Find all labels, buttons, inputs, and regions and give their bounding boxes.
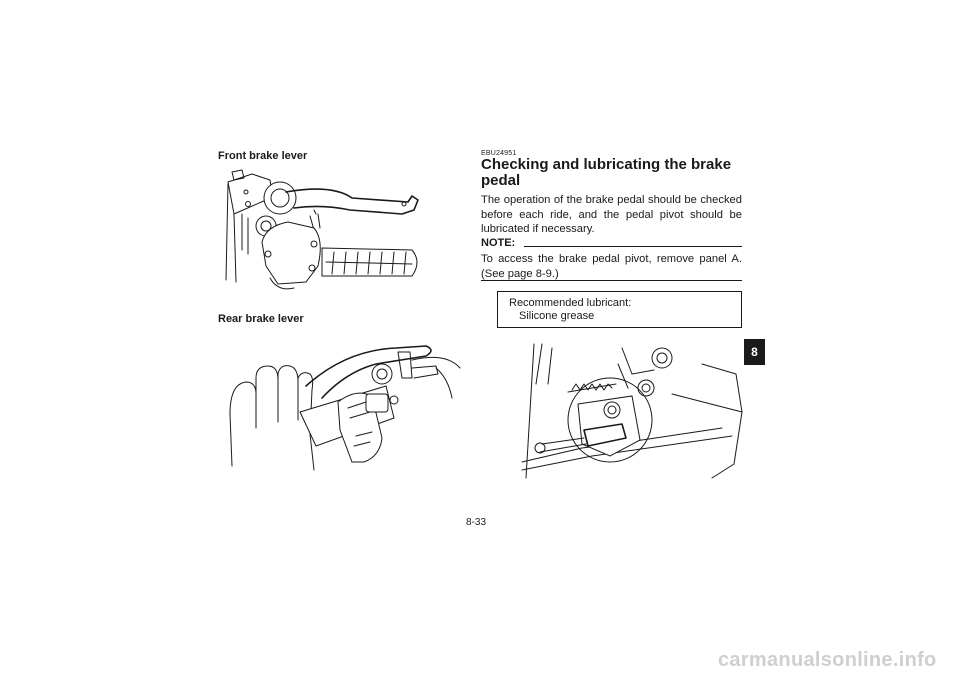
front-brake-lever-illustration xyxy=(222,170,444,298)
rear-brake-lever-illustration xyxy=(226,338,462,478)
front-brake-lever-caption: Front brake lever xyxy=(218,150,308,162)
brake-pedal-illustration xyxy=(522,344,742,478)
note-label: NOTE: xyxy=(481,237,516,249)
watermark-text: carmanualsonline.info xyxy=(718,649,937,671)
intro-paragraph: The operation of the brake pedal should be checked before each ride, and the pedal pivot should be lubricated if necessary. xyxy=(481,194,742,235)
lubricant-box-title: Recommended lubricant: xyxy=(509,297,632,309)
section-heading-line2: pedal xyxy=(481,172,521,189)
lubricant-box xyxy=(497,291,742,328)
section-code: EBU24951 xyxy=(481,150,517,157)
note-top-rule xyxy=(524,246,742,247)
note-bottom-rule xyxy=(481,280,742,281)
section-heading-line1: Checking and lubricating the brake xyxy=(481,156,732,173)
chapter-tab: 8 xyxy=(744,339,765,365)
lubricant-box-value: Silicone grease xyxy=(519,310,595,322)
section-heading xyxy=(481,157,761,189)
note-text: To access the brake pedal pivot, remove panel A. (See page 8-9.) xyxy=(481,253,742,280)
rear-brake-lever-caption: Rear brake lever xyxy=(218,313,304,325)
page-number: 8-33 xyxy=(466,517,487,528)
